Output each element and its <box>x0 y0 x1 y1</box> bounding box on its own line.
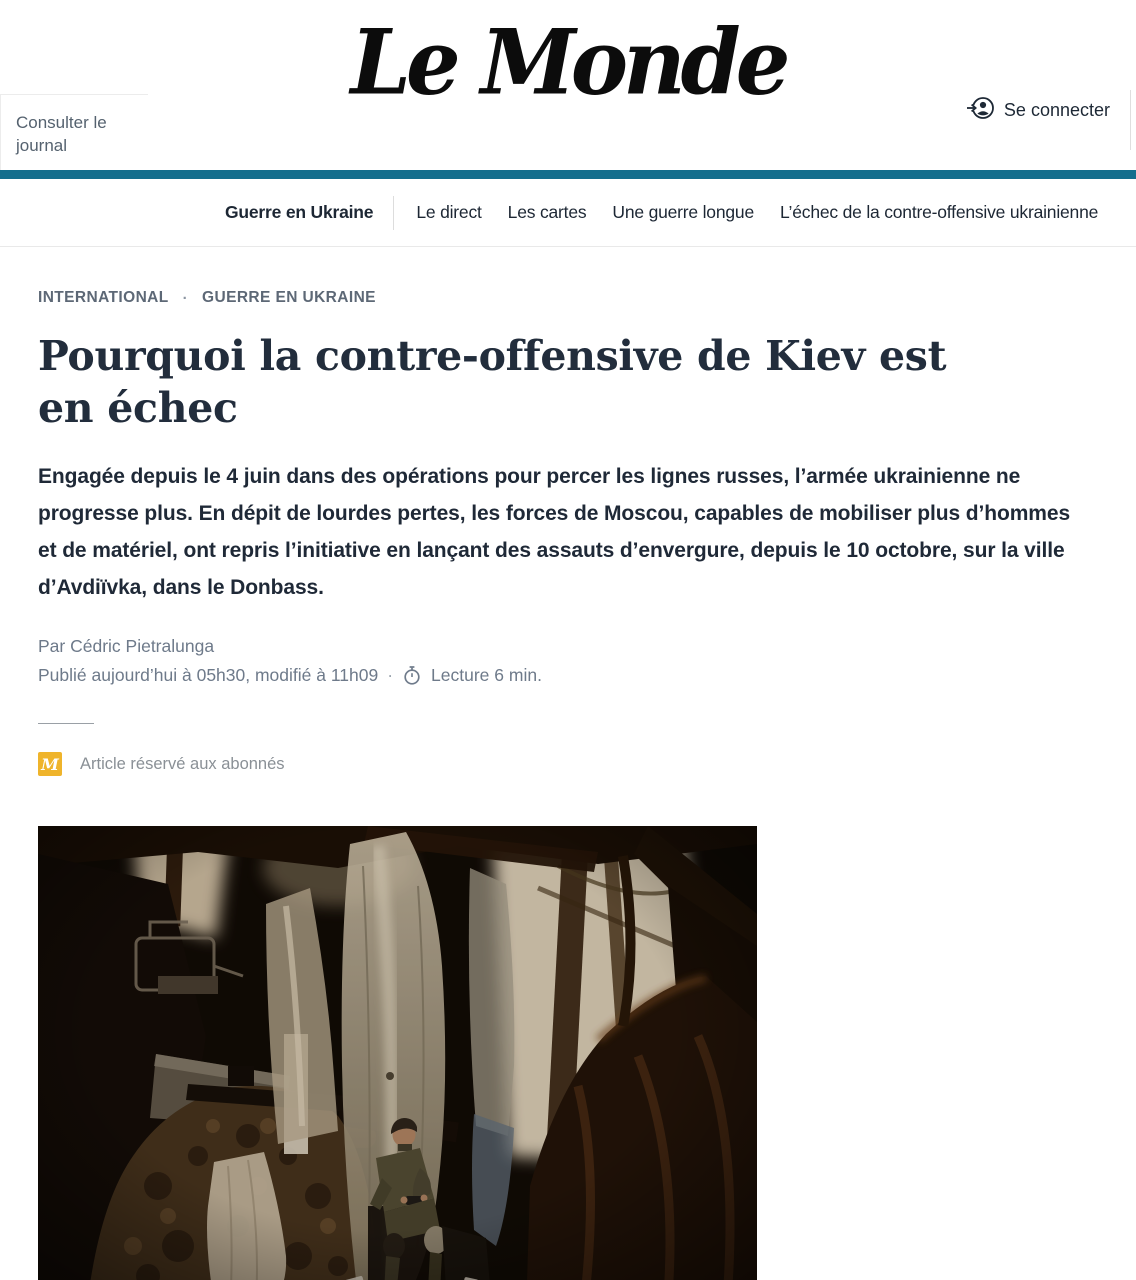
premium-label: Article réservé aux abonnés <box>80 754 285 773</box>
breadcrumb-section[interactable]: INTERNATIONAL <box>38 289 169 306</box>
article-main <box>0 289 1136 1280</box>
article-title: Pourquoi la contre-offensive de Kiev est en échec <box>38 332 947 432</box>
breadcrumb-subsection[interactable]: GUERRE EN UKRAINE <box>202 289 376 306</box>
site-header <box>0 0 1136 170</box>
lemonde-m-badge-icon: M <box>38 752 62 776</box>
nav-divider <box>393 196 394 230</box>
meta-separator: · <box>387 664 394 685</box>
nav-item-le-direct[interactable]: Le direct <box>416 202 482 222</box>
login-button[interactable] <box>966 94 1110 127</box>
reading-time: Lecture 6 min. <box>431 664 542 685</box>
login-icon <box>966 94 994 127</box>
nav-item-guerre-en-ukraine[interactable]: Guerre en Ukraine <box>225 202 374 222</box>
section-nav <box>0 179 1136 247</box>
article-photo-trench-soldier <box>38 826 757 1280</box>
accent-bar <box>0 170 1136 179</box>
nav-item-les-cartes[interactable]: Les cartes <box>507 202 587 222</box>
stopwatch-icon <box>402 664 422 686</box>
article-standfirst: Engagée depuis le 4 juin dans des opérations pour percer les lignes russes, l’armée ukrainienne ne progresse plus. En dépit de lourdes pertes, les forces de Moscou, capables de mobiliser plus d’hommes et de matériel, ont repris l’initiative en lançant des assauts d’envergure, depuis le 10 octobre, sur la ville d’Avdiïvka, dans le Donbass. <box>38 465 1071 600</box>
breadcrumb-separator: · <box>182 289 189 307</box>
publish-info: Publié aujourd’hui à 05h30, modifié à 11h09 <box>38 664 379 685</box>
login-label: Se connecter <box>1003 100 1110 120</box>
header-right-divider <box>1130 90 1131 150</box>
article-meta <box>38 664 1098 686</box>
article-divider <box>38 723 94 724</box>
consult-journal-link[interactable]: Consulter le journal <box>16 113 107 155</box>
premium-row <box>38 752 1098 776</box>
article-byline[interactable]: Par Cédric Pietralunga <box>38 636 215 657</box>
lemonde-logo[interactable]: Le Monde <box>350 9 786 116</box>
nav-item-echec-contre-offensive[interactable]: L’échec de la contre-offensive ukrainienne <box>779 202 1099 222</box>
breadcrumb <box>38 289 1098 307</box>
nav-item-une-guerre-longue[interactable]: Une guerre longue <box>612 202 754 222</box>
